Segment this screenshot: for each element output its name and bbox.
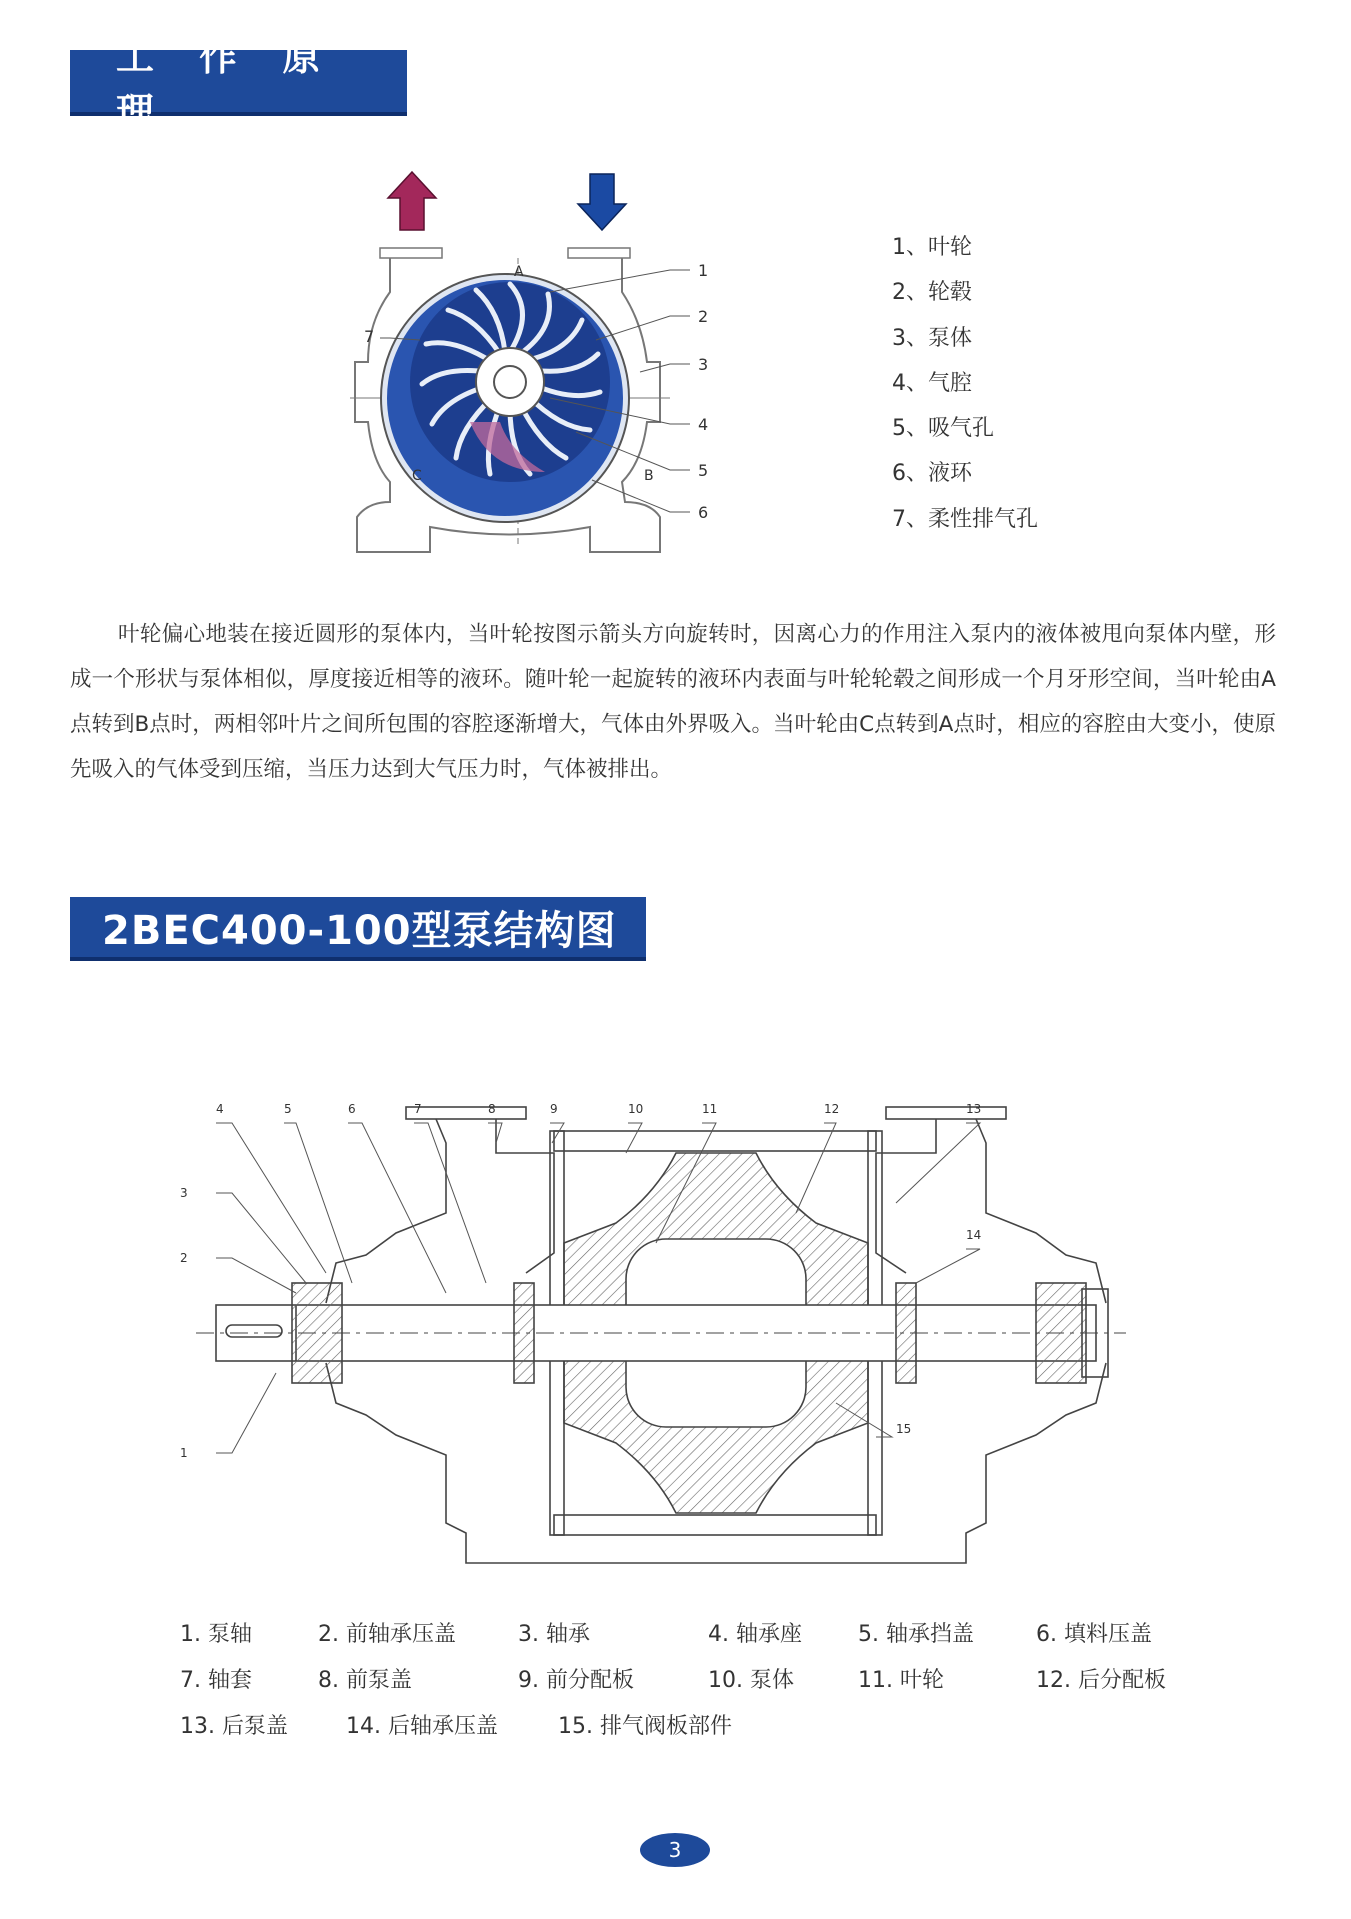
callout-13: 13 bbox=[966, 1102, 982, 1116]
legend-item: 12. 后分配板 bbox=[1036, 1668, 1166, 1693]
point-c-label: C bbox=[412, 468, 422, 484]
legend-item: 14. 后轴承压盖 bbox=[346, 1714, 498, 1739]
parts-legend bbox=[180, 1617, 1200, 1757]
callout-8: 8 bbox=[488, 1102, 496, 1116]
outlet-flange-right bbox=[886, 1107, 1006, 1119]
section-title-working-principle: 工 作 原 理 bbox=[70, 50, 407, 116]
callout-3: 3 bbox=[180, 1186, 188, 1200]
working-principle-diagram bbox=[360, 172, 740, 564]
callout-7: 7 bbox=[414, 1102, 422, 1116]
outlet-arrow-icon bbox=[388, 172, 436, 230]
callout-4: 4 bbox=[216, 1102, 224, 1116]
callout-7: 7 bbox=[364, 327, 375, 346]
point-a-label: A bbox=[514, 264, 524, 280]
legend-item: 9. 前分配板 bbox=[518, 1668, 634, 1693]
callout-5: 5 bbox=[698, 461, 709, 480]
section-title-structure: 2BEC400-100型泵结构图 bbox=[70, 897, 646, 961]
legend-item: 15. 排气阀板部件 bbox=[558, 1714, 732, 1739]
legend-item: 1. 泵轴 bbox=[180, 1622, 252, 1647]
casing-lower-outline bbox=[326, 1363, 516, 1563]
callout-1: 1 bbox=[698, 261, 709, 280]
callout-1: 1 bbox=[180, 1446, 188, 1460]
callout-10: 10 bbox=[628, 1102, 644, 1116]
callout-5: 5 bbox=[284, 1102, 292, 1116]
callout-3: 3 bbox=[698, 355, 709, 374]
legend-item: 7、柔性排气孔 bbox=[892, 506, 1038, 532]
legend-item: 10. 泵体 bbox=[708, 1668, 794, 1693]
legend-item: 3、泵体 bbox=[892, 325, 972, 351]
callout-12: 12 bbox=[824, 1102, 840, 1116]
callout-9: 9 bbox=[550, 1102, 558, 1116]
legend-item: 5. 轴承挡盖 bbox=[858, 1622, 974, 1647]
principle-description: 叶轮偏心地装在接近圆形的泵体内，当叶轮按图示箭头方向旋转时，因离心力的作用注入泵内的液体被甩向泵体内壁，形成一个形状与泵体相似，厚度接近相等的液环。随叶轮一起旋转的液环内表面与叶轮轮毂之间形成一个月牙形空间，当叶轮由A点转到B点时，两相邻叶片之间所包围的容腔逐渐增大，气体由外界吸入。当叶轮由C点转到A点时，相应的容腔由大变小，使原先吸入的气体受到压缩，当压力达到大气压力时，气体被排出。 bbox=[70, 622, 1276, 782]
legend-item: 1、叶轮 bbox=[892, 235, 972, 260]
legend-item: 7. 轴套 bbox=[180, 1668, 252, 1693]
legend-item: 5、吸气孔 bbox=[892, 416, 994, 442]
casing-upper-outline bbox=[326, 1119, 446, 1303]
pump-structure-diagram bbox=[180, 1043, 1156, 1575]
inlet-flange-left bbox=[406, 1107, 526, 1119]
legend-item: 11. 叶轮 bbox=[858, 1668, 944, 1693]
legend-item: 8. 前泵盖 bbox=[318, 1668, 412, 1693]
legend-item: 2、轮毂 bbox=[892, 280, 972, 306]
shaft bbox=[494, 366, 526, 398]
callout-6: 6 bbox=[348, 1102, 356, 1116]
callout-6: 6 bbox=[698, 503, 709, 522]
callout-2: 2 bbox=[180, 1251, 188, 1265]
legend-item: 2. 前轴承压盖 bbox=[318, 1622, 456, 1647]
callout-14: 14 bbox=[966, 1228, 982, 1242]
legend-item: 13. 后泵盖 bbox=[180, 1714, 288, 1739]
inlet-arrow-icon bbox=[578, 174, 626, 230]
callout-2: 2 bbox=[698, 307, 709, 326]
legend-item: 4. 轴承座 bbox=[708, 1622, 802, 1647]
legend-item: 3. 轴承 bbox=[518, 1622, 590, 1647]
outlet-flange bbox=[380, 248, 442, 258]
principle-legend bbox=[892, 232, 1038, 549]
legend-item: 6. 填料压盖 bbox=[1036, 1622, 1152, 1647]
callout-11: 11 bbox=[702, 1102, 718, 1116]
legend-item: 6、液环 bbox=[892, 461, 972, 487]
callout-4: 4 bbox=[698, 415, 709, 434]
legend-item: 4、气腔 bbox=[892, 370, 972, 396]
point-b-label: B bbox=[644, 468, 654, 484]
callout-15: 15 bbox=[896, 1422, 912, 1436]
page-number: 3 bbox=[640, 1833, 710, 1867]
inlet-flange bbox=[568, 248, 630, 258]
